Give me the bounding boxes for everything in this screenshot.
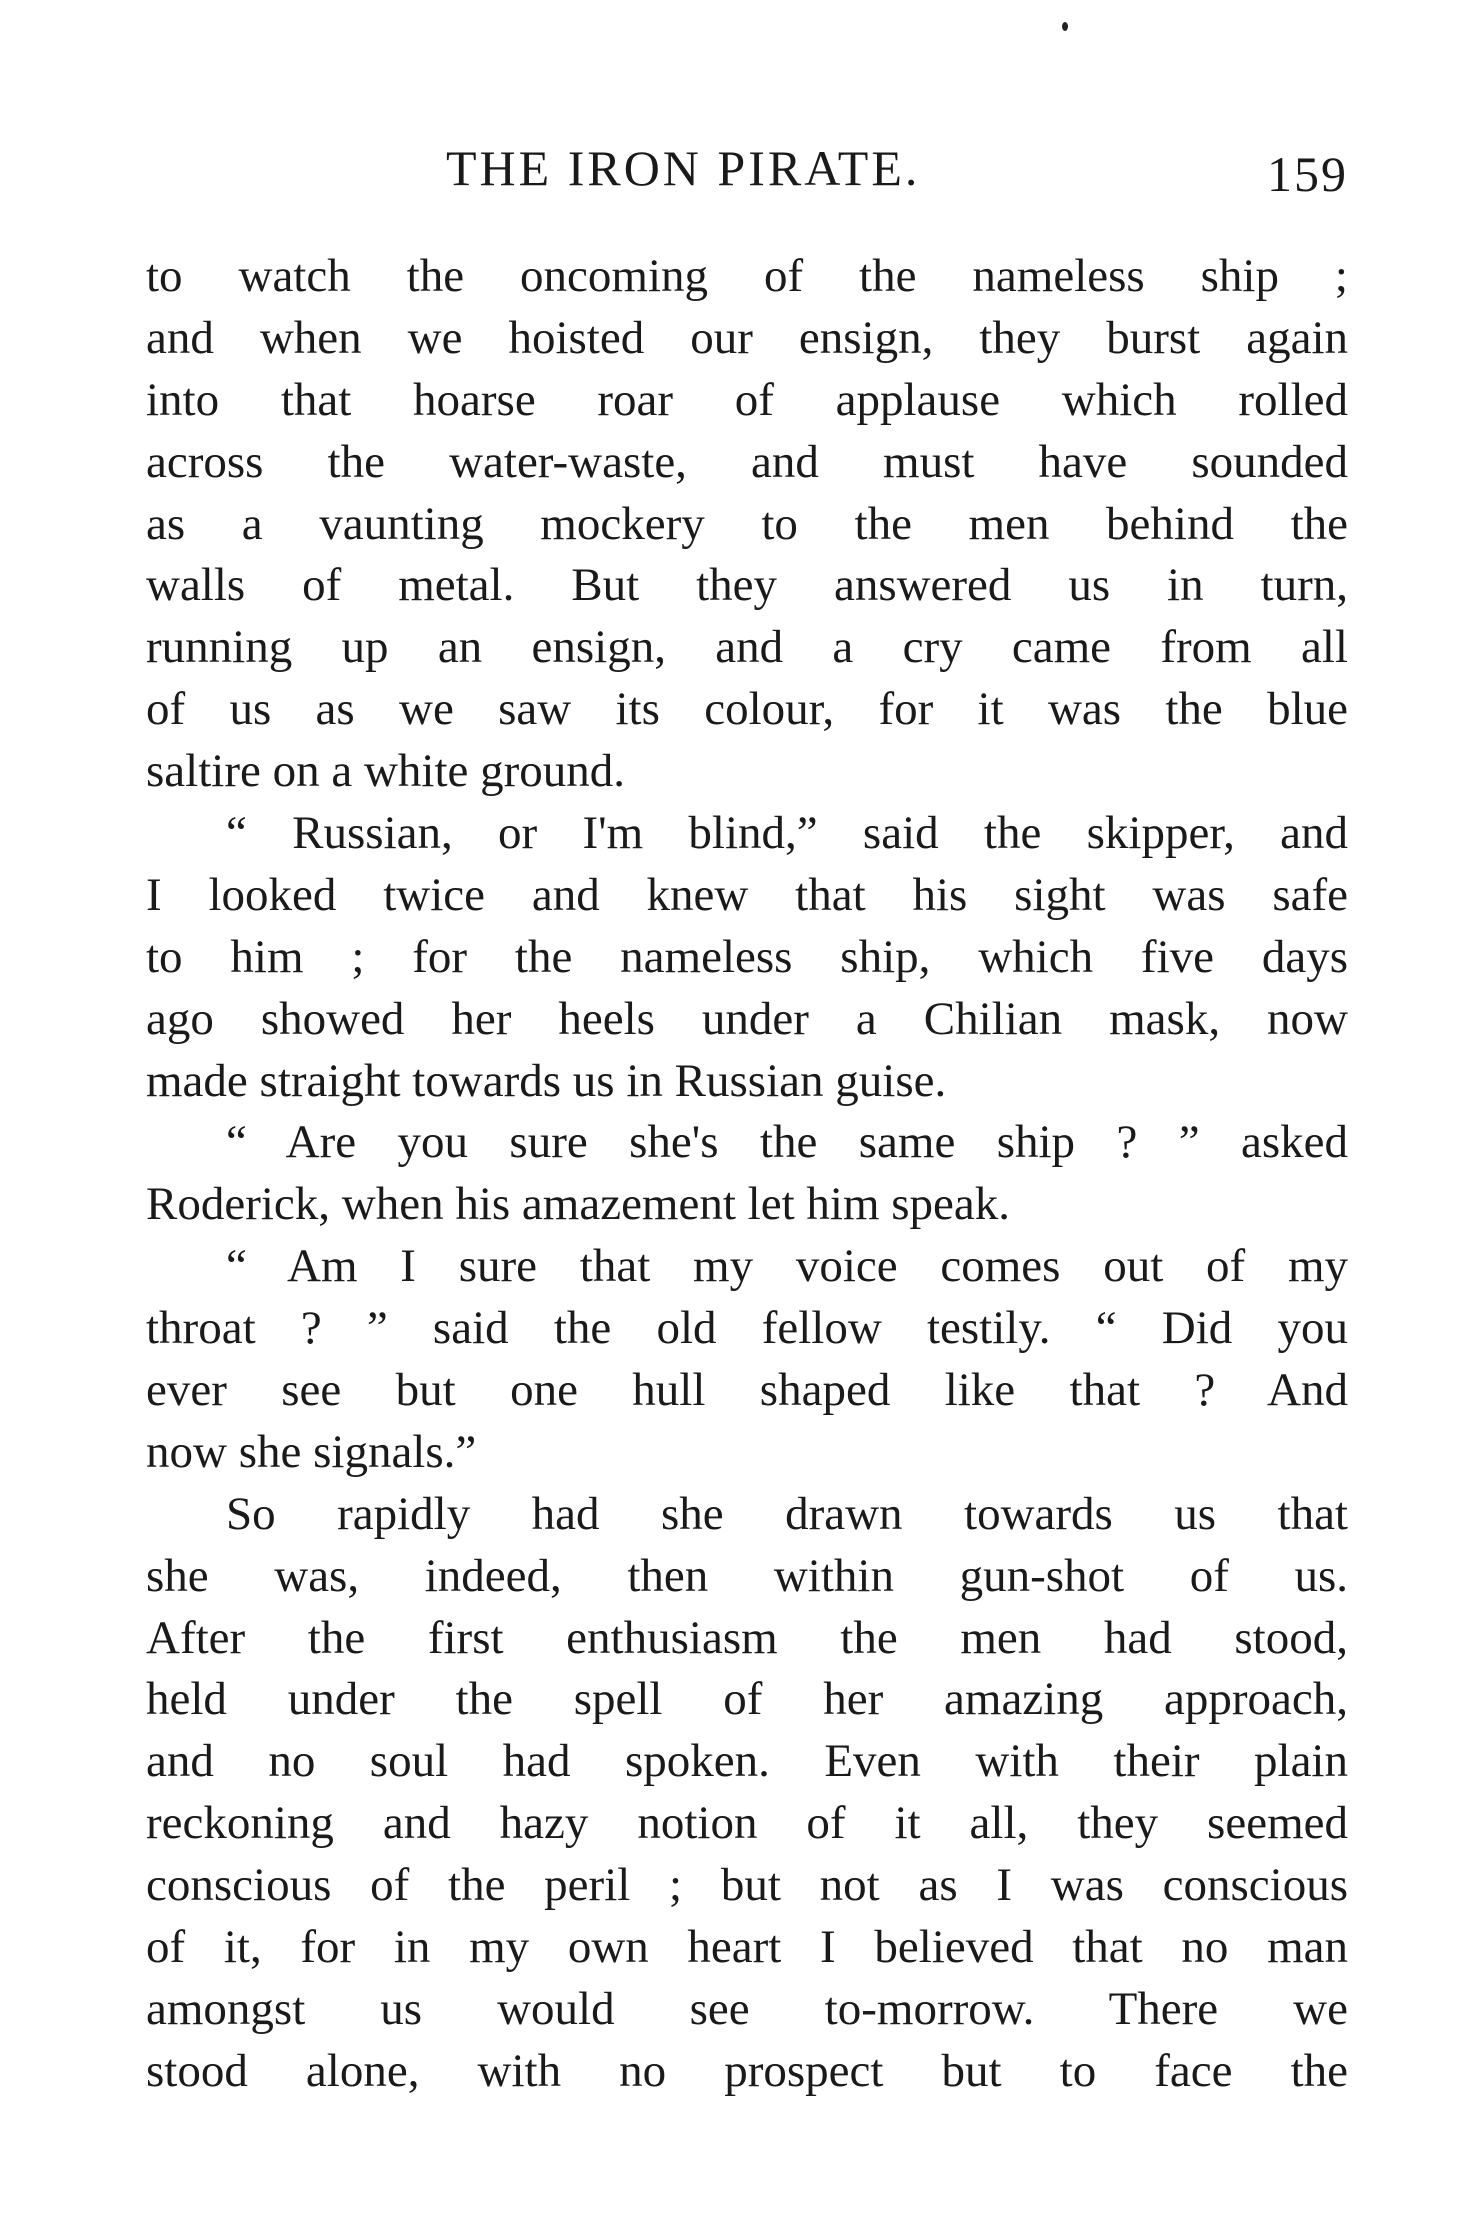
text-line: held under the spell of her amazing approach, (146, 1673, 1348, 1726)
text-line: ago showed her heels under a Chilian mask, now (146, 992, 1348, 1045)
text-line: “ Am I sure that my voice comes out of my (226, 1240, 1348, 1293)
text-line: conscious of the peril ; but not as I was conscious (146, 1859, 1348, 1912)
text-line: ever see but one hull shaped like that ? And (146, 1364, 1348, 1417)
page-number: 159 (1267, 146, 1348, 202)
running-title: THE IRON PIRATE. (446, 140, 921, 196)
text-line: saltire on a white ground. (146, 745, 626, 798)
text-line: as a vaunting mockery to the men behind the (146, 497, 1348, 550)
text-line: Roderick, when his amazement let him speak. (146, 1178, 1011, 1231)
text-line: I looked twice and knew that his sight was safe (146, 868, 1348, 921)
text-line: and when we hoisted our ensign, they burst again (146, 311, 1348, 364)
text-line: of us as we saw its colour, for it was the blue (146, 683, 1348, 736)
text-line: she was, indeed, then within gun-shot of us. (146, 1549, 1348, 1602)
text-line: to watch the oncoming of the nameless ship ; (146, 250, 1348, 302)
text-line: So rapidly had she drawn towards us that (226, 1487, 1348, 1540)
text-line: “ Are you sure she's the same ship ? ” asked (226, 1116, 1348, 1169)
text-line: of it, for in my own heart I believed that no man (146, 1921, 1348, 1974)
text-line: “ Russian, or I'm blind,” said the skipper, and (226, 807, 1348, 860)
text-line: After the first enthusiasm the men had stood, (146, 1611, 1348, 1664)
ink-speck (1062, 22, 1068, 31)
text-line: reckoning and hazy notion of it all, they seemed (146, 1797, 1348, 1850)
text-line: stood alone, with no prospect but to face the (146, 2044, 1348, 2097)
running-head (146, 138, 1348, 202)
text-line: to him ; for the nameless ship, which five days (146, 930, 1348, 983)
text-line: amongst us would see to-morrow. There we (146, 1982, 1348, 2035)
text-line: walls of metal. But they answered us in turn, (146, 559, 1348, 612)
text-line: running up an ensign, and a cry came from all (146, 621, 1348, 674)
text-line: into that hoarse roar of applause which rolled (146, 373, 1348, 426)
text-line: throat ? ” said the old fellow testily. “ Did you (146, 1302, 1348, 1355)
text-line: made straight towards us in Russian guise. (146, 1054, 947, 1107)
body-text (146, 246, 1348, 2103)
text-line: now she signals.” (146, 1425, 477, 1478)
text-line: and no soul had spoken. Even with their plain (146, 1735, 1348, 1788)
text-line: across the water-waste, and must have sounded (146, 435, 1348, 488)
